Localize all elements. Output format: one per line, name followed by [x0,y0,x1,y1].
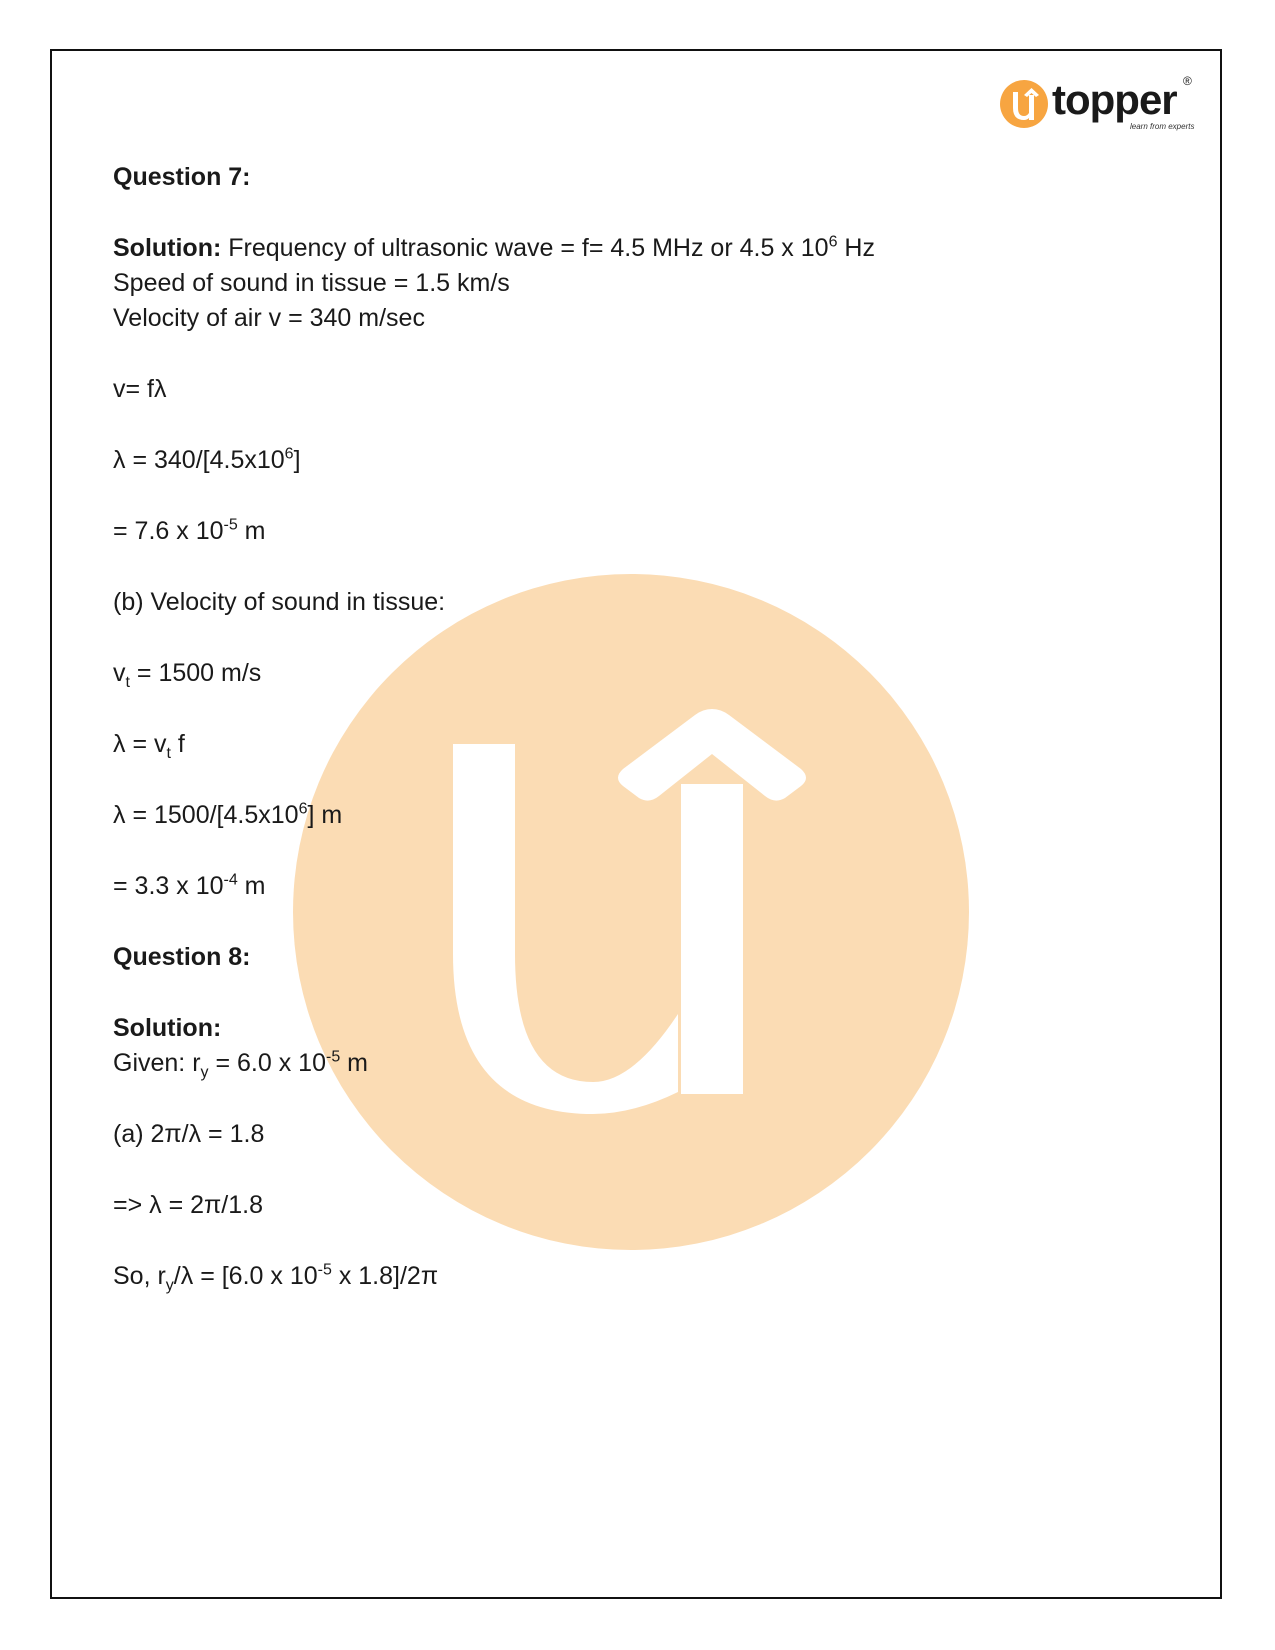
q7-lambda-formula-text: λ = v [113,730,167,758]
q7-lambda-formula-subscript: t [166,745,171,762]
question-8-heading: Question 8: [113,943,251,971]
q8-solution-label: Solution: [113,1014,222,1042]
q7-air-velocity-line: Velocity of air v = 340 m/sec [113,304,425,332]
brand-registered-mark: ® [1183,74,1192,88]
q7-lambda-air-line [113,443,1113,478]
q7-wave-formula: v= fλ [113,375,167,403]
q7-result-tissue-text: = 3.3 x 10 [113,872,224,900]
utopper-logo [1000,74,1200,140]
q7-lambda-tissue-exponent: 6 [298,800,308,818]
q7-result-tissue-exponent: -4 [223,871,238,889]
q7-result-air-text: = 7.6 x 10 [113,517,224,545]
q7-vt-symbol: v [113,659,126,687]
brand-name: topper [1052,76,1177,123]
q8-ratio-subscript: y [165,1277,174,1294]
q7-lambda-air-close: ] [293,446,301,474]
document-body [113,160,1113,1294]
q7-result-tissue-line [113,869,1113,904]
q8-ratio-line [113,1259,1113,1294]
q8-given-unit: m [340,1049,368,1077]
q7-frequency-text: Frequency of ultrasonic wave = f= 4.5 MHz or 4.5 x 10 [221,234,829,262]
q8-ratio-text: So, r [113,1262,166,1290]
q7-lambda-tissue-line [113,798,1113,833]
q8-given-value: = 6.0 x 10 [208,1049,326,1077]
q7-lambda-air-text: λ = 340/[4.5x10 [113,446,285,474]
q7-result-air-line [113,514,1113,549]
utopper-badge-icon [1000,80,1048,128]
q8-part-a-line: (a) 2π/λ = 1.8 [113,1120,265,1148]
q7-part-b-heading: (b) Velocity of sound in tissue: [113,588,446,616]
q7-frequency-unit: Hz [837,234,875,262]
q7-solution-label: Solution: [113,234,222,262]
q8-ratio-middle: /λ = [6.0 x 10 [173,1262,318,1290]
q8-given-subscript: y [200,1064,209,1081]
q7-frequency-line [113,231,1113,266]
q7-vt-subscript: t [125,674,130,691]
q8-given-exponent: -5 [325,1048,341,1066]
q7-lambda-formula-end: f [170,730,185,758]
q8-given-line [113,1046,1113,1081]
q7-lambda-tissue-formula [113,727,1113,762]
q7-frequency-exponent: 6 [828,233,838,251]
q7-lambda-tissue-text: λ = 1500/[4.5x10 [113,801,299,829]
q8-ratio-end: x 1.8]/2π [331,1262,439,1290]
q7-lambda-air-exponent: 6 [284,445,294,463]
q7-result-air-exponent: -5 [223,516,238,534]
brand-tagline: learn from experts [1130,122,1195,131]
q7-result-air-unit: m [237,517,266,545]
question-7-heading: Question 7: [113,163,251,191]
q8-lambda-line: => λ = 2π/1.8 [113,1191,263,1219]
q8-given-text: Given: r [113,1049,201,1077]
q7-vt-value: = 1500 m/s [129,659,262,687]
q7-lambda-tissue-unit: ] m [307,801,343,829]
q7-speed-line: Speed of sound in tissue = 1.5 km/s [113,269,510,297]
q7-result-tissue-unit: m [237,872,266,900]
q8-ratio-exponent: -5 [317,1261,332,1279]
q7-tissue-velocity-line [113,656,1113,691]
